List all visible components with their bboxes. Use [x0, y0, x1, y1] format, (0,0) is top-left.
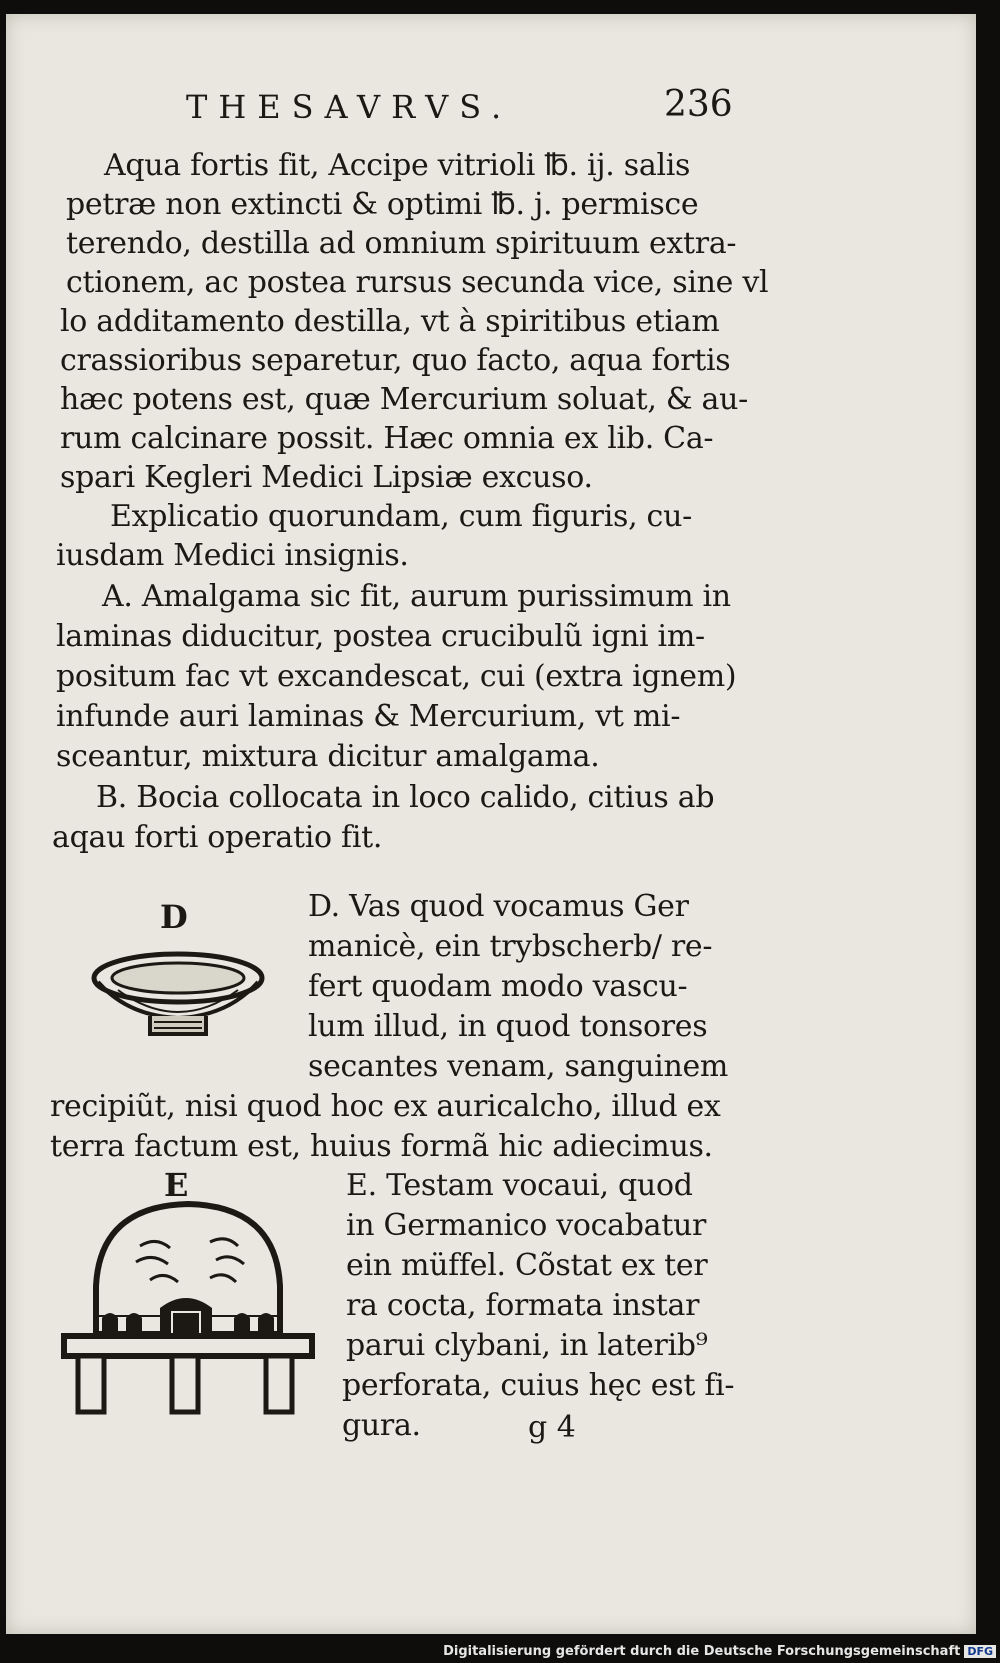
credit-text: Digitalisierung gefördert durch die Deutsche Forschungsgemeinschaft	[443, 1644, 961, 1659]
text-line: lo additamento destilla, vt à spiritibus etiam	[60, 304, 720, 339]
page-number: 236	[664, 84, 733, 125]
text-line: B. Bocia collocata in loco calido, citius ab	[96, 780, 715, 815]
text-line: perforata, cuius hęc est fi-	[342, 1368, 735, 1403]
text-line: gura.	[342, 1408, 421, 1443]
text-line: sceantur, mixtura dicitur amalgama.	[56, 739, 600, 774]
text-line: petræ non extincti & optimi ℔. j. permisce	[66, 187, 699, 222]
muffle-furnace-illustration	[60, 1196, 316, 1418]
text-line: spari Kegleri Medici Lipsiæ excuso.	[60, 460, 593, 495]
signature-mark: g 4	[528, 1410, 576, 1445]
text-line: secantes venam, sanguinem	[308, 1049, 729, 1084]
text-line: laminas diducitur, postea crucibulũ igni im-	[56, 619, 705, 654]
running-header: THESAVRVS.	[186, 88, 513, 126]
bowl-illustration	[88, 950, 268, 1040]
text-line: rum calcinare possit. Hæc omnia ex lib. Ca-	[60, 421, 714, 456]
text-line: A. Amalgama sic fit, aurum purissimum in	[102, 579, 731, 614]
text-line: in Germanico vocabatur	[346, 1208, 707, 1243]
text-line: fert quodam modo vascu-	[308, 969, 688, 1004]
text-line: D. Vas quod vocamus Ger	[308, 889, 689, 924]
text-line: ra cocta, formata instar	[346, 1288, 700, 1323]
text-line: aqau forti operatio fit.	[52, 820, 383, 855]
text-line: iusdam Medici insignis.	[56, 538, 409, 573]
text-line: terendo, destilla ad omnium spirituum extra-	[66, 226, 737, 261]
text-line: infunde auri laminas & Mercurium, vt mi-	[56, 699, 681, 734]
text-line: ein müffel. Cõstat ex ter	[346, 1248, 708, 1283]
text-line: lum illud, in quod tonsores	[308, 1009, 708, 1044]
text-line: Explicatio quorundam, cum figuris, cu-	[110, 499, 692, 534]
text-line: positum fac vt excandescat, cui (extra ignem)	[56, 659, 737, 694]
text-line: parui clybani, in laterib⁹	[346, 1328, 708, 1363]
dfg-logo: DFG	[964, 1645, 996, 1658]
text-line: hæc potens est, quæ Mercurium soluat, & au-	[60, 382, 748, 417]
digitization-credit	[443, 1644, 996, 1659]
text-line: crassioribus separetur, quo facto, aqua fortis	[60, 343, 731, 378]
text-line: recipiũt, nisi quod hoc ex auricalcho, illud ex	[50, 1089, 721, 1124]
text-line: terra factum est, huius formã hic adiecimus.	[50, 1129, 713, 1164]
figure-e-label: E	[164, 1166, 189, 1204]
text-line: ctionem, ac postea rursus secunda vice, sine vl	[66, 265, 769, 300]
text-line: E. Testam vocaui, quod	[346, 1168, 693, 1203]
figure-d-label: D	[160, 898, 188, 936]
text-line: manicè, ein trybscherb/ re-	[308, 929, 713, 964]
text-line: Aqua fortis fit, Accipe vitrioli ℔. ij. salis	[104, 148, 691, 183]
